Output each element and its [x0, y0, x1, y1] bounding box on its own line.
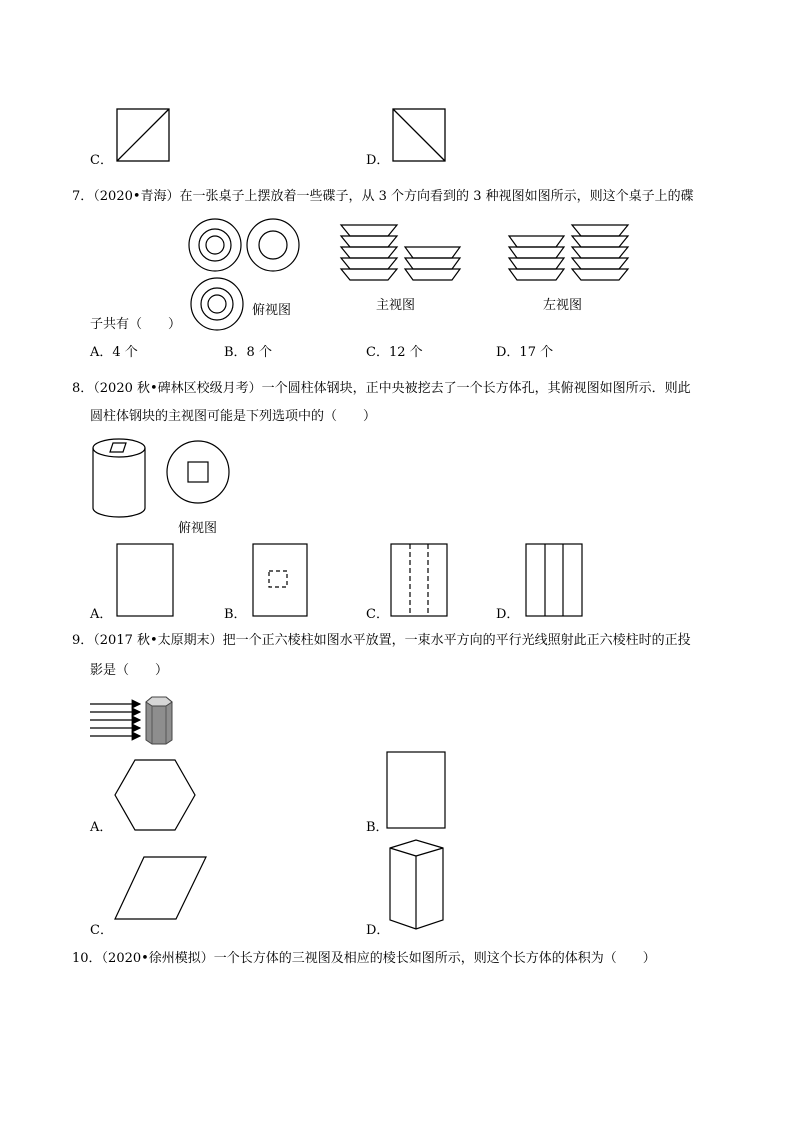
q8-option-a-figure: [116, 543, 176, 619]
q6-option-c-label: C．: [90, 153, 113, 168]
q6-option-d-label: D．: [366, 153, 390, 168]
q8-option-d-label: D．: [496, 607, 520, 622]
q8-option-b-figure: [252, 543, 312, 619]
q9-option-c-figure: [114, 855, 208, 921]
q8-option-b-label: B．: [224, 607, 247, 622]
q7-option-d: D．17 个: [496, 345, 554, 360]
q7-left-view-label: 左视图: [543, 298, 583, 313]
q8-top-view-figure: [164, 438, 232, 506]
q8-option-d-figure: [525, 543, 585, 619]
q7-front-view-figure: [338, 222, 464, 284]
q7-stem-line2: 子共有（ ）: [90, 317, 182, 332]
q9-option-c-label: C．: [90, 923, 113, 938]
q8-stem-line1: 8．（2020 秋•碑林区校级月考）一个圆柱体钢块，正中央被挖去了一个长方体孔，其俯视图如图所示．则此: [72, 381, 691, 396]
q7-option-c: C．12 个: [366, 345, 423, 360]
q6-option-c-figure: [116, 108, 170, 162]
q9-stem-line1: 9．（2017 秋•太原期末）把一个正六棱柱如图水平放置，一束水平方向的平行光线照射此正六棱柱时的正投: [72, 633, 691, 648]
q7-left-view-figure: [506, 222, 632, 284]
q9-option-b-figure: [386, 751, 448, 831]
q7-option-b: B．8 个: [224, 345, 272, 360]
q7-top-view-label: 俯视图: [252, 303, 292, 318]
q7-front-view-label: 主视图: [376, 298, 416, 313]
q8-stem-line2: 圆柱体钢块的主视图可能是下列选项中的（ ）: [90, 409, 377, 424]
q8-option-c-figure: [390, 543, 450, 619]
q10-stem-line1: 10．（2020•徐州模拟）一个长方体的三视图及相应的棱长如图所示，则这个长方体的体积为（ ）: [72, 951, 656, 966]
q8-cylinder-figure: [90, 436, 150, 524]
q9-option-a-label: A．: [90, 820, 113, 835]
q6-option-d-figure: [392, 108, 446, 162]
q9-stem-line2: 影是（ ）: [90, 663, 169, 678]
q9-prism-light-figure: [88, 694, 188, 748]
q9-option-a-figure: [114, 758, 198, 834]
q8-top-view-label: 俯视图: [178, 521, 218, 536]
q7-stem-line1: 7．（2020•青海）在一张桌子上摆放着一些碟子，从 3 个方向看到的 3 种视图如图所示，则这个桌子上的碟: [72, 189, 694, 204]
q9-option-b-label: B．: [366, 820, 389, 835]
q7-option-a: A．4 个: [90, 345, 138, 360]
q9-option-d-label: D．: [366, 923, 390, 938]
q8-option-c-label: C．: [366, 607, 389, 622]
q9-option-d-figure: [388, 838, 446, 932]
q8-option-a-label: A．: [90, 607, 113, 622]
